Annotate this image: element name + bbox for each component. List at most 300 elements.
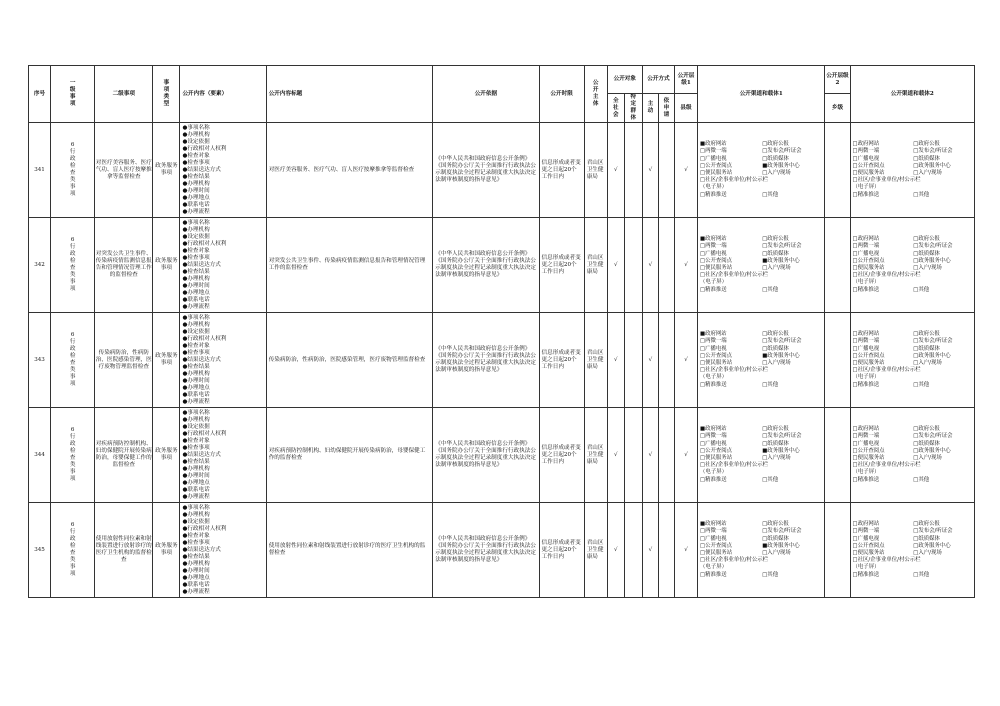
content-item: ●办理时间 xyxy=(182,282,210,289)
row-channel1 xyxy=(698,408,825,503)
header-type: 事项类型 xyxy=(153,66,180,123)
channel1-option: ■政务服务中心 xyxy=(762,257,800,264)
channel1-option: □政府公报 xyxy=(762,426,789,433)
content-item: ●办理机构 xyxy=(182,226,210,233)
content-item: ●行政相对人权利 xyxy=(182,240,227,247)
row-method-request xyxy=(658,123,674,218)
row-channel2 xyxy=(850,408,975,503)
row-target-all: √ xyxy=(607,408,624,503)
row-method-active: √ xyxy=(642,123,658,218)
channel2-option: □政府网站 xyxy=(852,141,880,148)
channel1-option: □政府公报 xyxy=(762,141,789,148)
channel1-option: □广播电视 xyxy=(700,250,727,257)
channel1-option: ■政府网站 xyxy=(700,236,727,243)
channel2-option: □两微一端 xyxy=(852,243,880,250)
content-item: ●办理时间 xyxy=(182,472,210,479)
channel2-option: □社区/企事业单位/村公示栏 xyxy=(852,557,921,564)
channel1-option: □入户/现场 xyxy=(762,455,791,461)
row-method-active: √ xyxy=(642,503,658,598)
row-type: 政务服务事项 xyxy=(153,313,180,408)
row-level2: 传染病防治，性病防治，医院感染管理，医疗废物管理监督检查 xyxy=(95,313,153,408)
channel1-option: □政府公报 xyxy=(762,331,789,338)
channel1-option: □其他 xyxy=(762,191,779,198)
channel1-option: □发布会/听证会 xyxy=(762,338,802,345)
channel1-option: □两微一端 xyxy=(700,338,727,345)
header-seq: 序号 xyxy=(29,66,51,123)
channel2-option: □公开查阅点 xyxy=(852,447,885,454)
disclosure-table xyxy=(28,65,975,598)
channel1-option: ■政府网站 xyxy=(700,331,727,338)
row-channel1 xyxy=(698,503,825,598)
row-target-specific xyxy=(624,313,642,408)
channel1-option: ■政务服务中心 xyxy=(762,447,800,454)
row-channel2 xyxy=(850,313,975,408)
header-level-town: 乡级 xyxy=(825,94,850,123)
row-subject: 君山区卫生健康局 xyxy=(584,408,607,503)
channel1-option: □政府公报 xyxy=(762,521,789,528)
header-content-title: 公开内容标题 xyxy=(266,66,433,123)
channel1-option: □公开查阅点 xyxy=(700,447,733,454)
channel1-option: □便民服务站 xyxy=(700,360,733,366)
header-target-all: 全社会 xyxy=(607,94,624,123)
channel2-option: □入户/现场 xyxy=(913,550,942,556)
row-basis: 《中华人民共和国政府信息公开条例》《国务院办公厅关于全面推行行政执法公示制度执法全过程记录制度重大执法决定法制审核制度的指导意见》 xyxy=(433,408,539,503)
channel2-option: □发布会/听证会 xyxy=(913,528,953,535)
channel2-option: □纸质媒体 xyxy=(913,440,940,447)
channel2-option: □广播电视 xyxy=(852,535,880,542)
content-item: ●设定依据 xyxy=(182,328,210,335)
content-item: ●办理流程 xyxy=(182,303,210,310)
channel2-option: □发布会/听证会 xyxy=(913,243,953,250)
content-item: ●办理机构 xyxy=(182,560,210,567)
channel2-option: □精准推送 xyxy=(852,381,880,388)
table-row xyxy=(29,503,975,598)
row-method-request xyxy=(658,313,674,408)
channel2-option: （电子屏） xyxy=(852,184,880,191)
row-time: 信息形成或者变更之日起20个工作日内 xyxy=(539,503,584,598)
header-level-a: 公开层级1 xyxy=(674,66,697,94)
row-type: 政务服务事项 xyxy=(153,123,180,218)
channel2-option: □公开查阅点 xyxy=(852,352,885,359)
channel1-option: □社区/企事业单位/村公示栏 xyxy=(700,462,769,469)
channel2-option: □入户/现场 xyxy=(913,265,942,271)
content-item: ●办理流程 xyxy=(182,398,210,405)
row-basis: 《中华人民共和国政府信息公开条例》《国务院办公厅关于全面推行行政执法公示制度执法全过程记录制度重大执法决定法制审核制度的指导意见》 xyxy=(433,503,539,598)
row-level-town xyxy=(825,408,850,503)
channel1-option: ■政务服务中心 xyxy=(762,542,800,549)
content-item: ●行政相对人权利 xyxy=(182,525,227,532)
row-channel1 xyxy=(698,313,825,408)
channel1-option: □纸质媒体 xyxy=(762,155,789,162)
content-item: ●检查结果 xyxy=(182,458,210,465)
row-channel2 xyxy=(850,503,975,598)
channel1-option: □便民服务站 xyxy=(700,170,733,176)
content-item: ●办理地点 xyxy=(182,194,210,201)
channel1-option: ■政府网站 xyxy=(700,141,727,148)
row-level2: 对突发公共卫生事件、传染病疫情监测信息报告和管理情况管理工作的监督检查 xyxy=(95,218,153,313)
channel1-option: □两微一端 xyxy=(700,433,727,440)
row-type: 政务服务事项 xyxy=(153,408,180,503)
channel2-option: □政府网站 xyxy=(852,331,880,338)
header-basis: 公开依据 xyxy=(433,66,539,123)
channel2-option: □广播电视 xyxy=(852,345,880,352)
table-row xyxy=(29,313,975,408)
content-item: ●事项名称 xyxy=(182,124,210,131)
content-item: ●结果送达方式 xyxy=(182,261,221,268)
channel1-option: □公开查阅点 xyxy=(700,162,733,169)
row-level2: 使用放射性同位素和射线装置进行放射诊疗的医疗卫生机构的监督检查 xyxy=(95,503,153,598)
content-item: ●设定依据 xyxy=(182,423,210,430)
channel2-option: □入户/现场 xyxy=(913,455,942,461)
channel1-option: （电子屏） xyxy=(700,564,727,571)
row-level-county: √ xyxy=(674,503,697,598)
row-level-county: √ xyxy=(674,123,697,218)
channel2-option: □两微一端 xyxy=(852,528,880,535)
channel2-option: （电子屏） xyxy=(852,564,880,571)
channel2-option: （电子屏） xyxy=(852,279,880,286)
content-item: ●检查对象 xyxy=(182,152,210,159)
channel1-option: （电子屏） xyxy=(700,184,727,191)
header-method-request: 依申请 xyxy=(658,94,674,123)
content-item: ●行政相对人权利 xyxy=(182,430,227,437)
channel2-option: □其他 xyxy=(913,381,930,388)
content-item: ●办理机构 xyxy=(182,321,210,328)
content-item: ●办理机构 xyxy=(182,275,210,282)
row-basis: 《中华人民共和国政府信息公开条例》《国务院办公厅关于全面推行行政执法公示制度执法全过程记录制度重大执法决定法制审核制度的指导意见》 xyxy=(433,123,539,218)
header-target: 公开对象 xyxy=(607,66,642,94)
channel2-option: （电子屏） xyxy=(852,469,880,476)
channel2-option: □社区/企事业单位/村公示栏 xyxy=(852,462,921,469)
channel2-option: □政府网站 xyxy=(852,236,880,243)
channel1-option: □广播电视 xyxy=(700,440,727,447)
channel1-option: □纸质媒体 xyxy=(762,250,789,257)
channel1-option: □发布会/听证会 xyxy=(762,433,802,440)
channel1-option: □精准推送 xyxy=(700,191,727,198)
channel2-option: □广播电视 xyxy=(852,440,880,447)
content-item: ●事项名称 xyxy=(182,409,210,416)
row-target-all: √ xyxy=(607,123,624,218)
channel2-option: □入户/现场 xyxy=(913,360,942,366)
content-item: ●行政相对人权利 xyxy=(182,145,227,152)
channel2-option: □其他 xyxy=(913,476,930,483)
channel2-option: □政务服务中心 xyxy=(913,542,951,549)
channel1-option: □发布会/听证会 xyxy=(762,528,802,535)
content-item: ●检查对象 xyxy=(182,247,210,254)
content-item: ●检查对象 xyxy=(182,437,210,444)
channel1-option: □入户/现场 xyxy=(762,265,791,271)
channel2-option: □政务服务中心 xyxy=(913,352,951,359)
content-item: ●结果送达方式 xyxy=(182,166,221,173)
content-item: ●结果送达方式 xyxy=(182,356,221,363)
channel1-option: □便民服务站 xyxy=(700,550,733,556)
row-target-specific xyxy=(624,123,642,218)
header-level2: 二级事项 xyxy=(95,66,153,123)
content-item: ●办理地点 xyxy=(182,574,210,581)
content-item: ●检查结果 xyxy=(182,268,210,275)
content-item: ●联系电话 xyxy=(182,581,210,588)
channel2-option: □公开查阅点 xyxy=(852,162,885,169)
channel2-option: □其他 xyxy=(913,286,930,293)
row-channel2 xyxy=(850,123,975,218)
channel1-option: □发布会/听证会 xyxy=(762,148,802,155)
content-item: ●办理机构 xyxy=(182,370,210,377)
row-method-request xyxy=(658,503,674,598)
channel2-option: □发布会/听证会 xyxy=(913,338,953,345)
row-method-request xyxy=(658,218,674,313)
content-item: ●结果送达方式 xyxy=(182,546,221,553)
row-content-title: 使用放射性同位素和射线装置进行放射诊疗的医疗卫生机构的监督检查 xyxy=(266,503,433,598)
content-item: ●办理地点 xyxy=(182,289,210,296)
row-level-town xyxy=(825,313,850,408)
channel2-option: □社区/企事业单位/村公示栏 xyxy=(852,367,921,374)
channel1-option: □入户/现场 xyxy=(762,550,791,556)
channel1-option: □其他 xyxy=(762,381,779,388)
channel1-option: □社区/企事业单位/村公示栏 xyxy=(700,557,769,564)
content-item: ●事项名称 xyxy=(182,219,210,226)
channel2-option: □精准推送 xyxy=(852,191,880,198)
content-item: ●设定依据 xyxy=(182,138,210,145)
row-target-specific xyxy=(624,218,642,313)
header-subject: 公开主体 xyxy=(584,66,607,123)
row-level2: 对疾病预防控制机构、妇幼保健院开展传染病防治，母婴保健工作的监督检查 xyxy=(95,408,153,503)
channel1-option: □广播电视 xyxy=(700,155,727,162)
channel2-option: □公开查阅点 xyxy=(852,257,885,264)
channel1-option: □两微一端 xyxy=(700,148,727,155)
channel1-option: □广播电视 xyxy=(700,345,727,352)
row-content-items xyxy=(180,408,266,503)
row-level-county: √ xyxy=(674,218,697,313)
channel2-option: □政府网站 xyxy=(852,426,880,433)
channel2-option: □便民服务站 xyxy=(852,550,885,556)
content-item: ●检查事项 xyxy=(182,539,210,546)
content-item: ●办理机构 xyxy=(182,180,210,187)
row-channel1 xyxy=(698,218,825,313)
channel2-option: □入户/现场 xyxy=(913,170,942,176)
channel2-option: □纸质媒体 xyxy=(913,250,940,257)
row-method-active: √ xyxy=(642,313,658,408)
row-level-county: √ xyxy=(674,408,697,503)
channel2-option: （电子屏） xyxy=(852,374,880,381)
row-level-town xyxy=(825,218,850,313)
channel2-option: □政府公报 xyxy=(913,236,940,243)
channel2-option: □公开查阅点 xyxy=(852,542,885,549)
channel2-option: □便民服务站 xyxy=(852,360,885,366)
table-row xyxy=(29,408,975,503)
row-target-all: √ xyxy=(607,313,624,408)
content-item: ●办理机构 xyxy=(182,465,210,472)
channel2-option: □政府网站 xyxy=(852,521,880,528)
row-time: 信息形成或者变更之日起20个工作日内 xyxy=(539,313,584,408)
row-content-items xyxy=(180,503,266,598)
channel2-option: □政府公报 xyxy=(913,426,940,433)
content-item: ●办理时间 xyxy=(182,377,210,384)
channel1-option: （电子屏） xyxy=(700,374,727,381)
content-item: ●检查结果 xyxy=(182,363,210,370)
channel2-option: □发布会/听证会 xyxy=(913,433,953,440)
row-level-town xyxy=(825,123,850,218)
channel2-option: □政务服务中心 xyxy=(913,257,951,264)
content-item: ●检查结果 xyxy=(182,553,210,560)
content-item: ●行政相对人权利 xyxy=(182,335,227,342)
content-item: ●联系电话 xyxy=(182,296,210,303)
content-item: ●联系电话 xyxy=(182,486,210,493)
row-basis: 《中华人民共和国政府信息公开条例》《国务院办公厅关于全面推行行政执法公示制度执法全过程记录制度重大执法决定法制审核制度的指导意见》 xyxy=(433,313,539,408)
row-subject: 君山区卫生健康局 xyxy=(584,123,607,218)
channel1-option: □公开查阅点 xyxy=(700,257,733,264)
channel1-option: □发布会/听证会 xyxy=(762,243,802,250)
content-item: ●检查事项 xyxy=(182,349,210,356)
row-subject: 君山区卫生健康局 xyxy=(584,313,607,408)
content-item: ●办理机构 xyxy=(182,131,210,138)
row-level1: 6行政检查类事项 xyxy=(51,123,95,218)
channel2-option: □两微一端 xyxy=(852,433,880,440)
channel1-option: □精准推送 xyxy=(700,286,727,293)
channel1-option: ■政府网站 xyxy=(700,521,727,528)
content-item: ●检查结果 xyxy=(182,173,210,180)
header-method-active: 主动 xyxy=(642,94,658,123)
row-type: 政务服务事项 xyxy=(153,218,180,313)
row-content-title: 传染病防治，性病防治，医院感染管理，医疗废物管理监督检查 xyxy=(266,313,433,408)
content-item: ●办理流程 xyxy=(182,208,210,215)
row-content-title: 对疾病预防控制机构、妇幼保健院开展传染病防治，母婴保健工作的监督检查 xyxy=(266,408,433,503)
row-level1: 6行政检查类事项 xyxy=(51,408,95,503)
channel2-option: □纸质媒体 xyxy=(913,345,940,352)
channel1-option: （电子屏） xyxy=(700,469,727,476)
channel1-option: □公开查阅点 xyxy=(700,542,733,549)
channel2-option: □政府公报 xyxy=(913,141,940,148)
row-subject: 君山区卫生健康局 xyxy=(584,503,607,598)
channel1-option: □其他 xyxy=(762,571,779,578)
channel1-option: □入户/现场 xyxy=(762,170,791,176)
channel2-option: □政府公报 xyxy=(913,331,940,338)
row-channel2 xyxy=(850,218,975,313)
header-target-specific: 特定群体 xyxy=(624,94,642,123)
header-level-b: 公开层级2 xyxy=(825,66,850,94)
row-method-active: √ xyxy=(642,408,658,503)
channel2-option: □精准推送 xyxy=(852,286,880,293)
channel2-option: □政务服务中心 xyxy=(913,447,951,454)
content-item: ●结果送达方式 xyxy=(182,451,221,458)
row-target-all: √ xyxy=(607,503,624,598)
header-method: 公开方式 xyxy=(642,66,674,94)
row-level2: 对医疗美容服务、医疗气功、盲人医疗按摩推拿等监督检查 xyxy=(95,123,153,218)
channel2-option: □两微一端 xyxy=(852,148,880,155)
channel1-option: □其他 xyxy=(762,286,779,293)
row-seq: 345 xyxy=(29,503,51,598)
channel1-option: □入户/现场 xyxy=(762,360,791,366)
channel1-option: ■政务服务中心 xyxy=(762,162,800,169)
header-level-county: 县级 xyxy=(674,94,697,123)
channel2-option: □政府公报 xyxy=(913,521,940,528)
row-method-active: √ xyxy=(642,218,658,313)
channel1-option: □社区/企事业单位/村公示栏 xyxy=(700,177,769,184)
row-time: 信息形成或者变更之日起20个工作日内 xyxy=(539,218,584,313)
channel2-option: □其他 xyxy=(913,191,930,198)
content-item: ●设定依据 xyxy=(182,233,210,240)
row-seq: 344 xyxy=(29,408,51,503)
header-channel2: 公开渠道和载体2 xyxy=(850,66,975,123)
content-item: ●检查事项 xyxy=(182,254,210,261)
channel2-option: □便民服务站 xyxy=(852,455,885,461)
content-item: ●办理时间 xyxy=(182,567,210,574)
row-method-request xyxy=(658,408,674,503)
channel1-option: □便民服务站 xyxy=(700,265,733,271)
channel2-option: □社区/企事业单位/村公示栏 xyxy=(852,177,921,184)
row-level1: 6行政检查类事项 xyxy=(51,503,95,598)
channel2-option: □便民服务站 xyxy=(852,265,885,271)
content-item: ●检查事项 xyxy=(182,444,210,451)
channel1-option: □便民服务站 xyxy=(700,455,733,461)
row-level1: 6行政检查类事项 xyxy=(51,218,95,313)
content-item: ●办理机构 xyxy=(182,416,210,423)
channel1-option: □其他 xyxy=(762,476,779,483)
channel1-option: □纸质媒体 xyxy=(762,535,789,542)
channel1-option: □社区/企事业单位/村公示栏 xyxy=(700,272,769,279)
channel1-option: □精准推送 xyxy=(700,381,727,388)
channel1-option: □精准推送 xyxy=(700,571,727,578)
row-content-title: 对医疗美容服务、医疗气功、盲人医疗按摩推拿等监督检查 xyxy=(266,123,433,218)
channel2-option: □广播电视 xyxy=(852,155,880,162)
channel2-option: □社区/企事业单位/村公示栏 xyxy=(852,272,921,279)
channel1-option: □纸质媒体 xyxy=(762,345,789,352)
content-item: ●办理机构 xyxy=(182,511,210,518)
content-item: ●办理地点 xyxy=(182,384,210,391)
content-item: ●联系电话 xyxy=(182,391,210,398)
content-item: ●检查事项 xyxy=(182,159,210,166)
channel1-option: （电子屏） xyxy=(700,279,727,286)
row-channel1 xyxy=(698,123,825,218)
content-item: ●设定依据 xyxy=(182,518,210,525)
row-content-items xyxy=(180,218,266,313)
row-seq: 343 xyxy=(29,313,51,408)
channel2-option: □广播电视 xyxy=(852,250,880,257)
content-item: ●事项名称 xyxy=(182,314,210,321)
header-content: 公开内容（要素） xyxy=(180,66,266,123)
row-content-items xyxy=(180,123,266,218)
row-level-town xyxy=(825,503,850,598)
channel1-option: □广播电视 xyxy=(700,535,727,542)
channel1-option: □公开查阅点 xyxy=(700,352,733,359)
channel1-option: □两微一端 xyxy=(700,243,727,250)
channel2-option: □纸质媒体 xyxy=(913,155,940,162)
row-content-title: 对突发公共卫生事件、传染病疫情监测信息报告和管理情况管理工作的监督检查 xyxy=(266,218,433,313)
row-time: 信息形成或者变更之日起20个工作日内 xyxy=(539,123,584,218)
channel2-option: □发布会/听证会 xyxy=(913,148,953,155)
content-item: ●检查对象 xyxy=(182,532,210,539)
row-basis: 《中华人民共和国政府信息公开条例》《国务院办公厅关于全面推行行政执法公示制度执法全过程记录制度重大执法决定法制审核制度的指导意见》 xyxy=(433,218,539,313)
header-time: 公开时限 xyxy=(539,66,584,123)
row-content-items xyxy=(180,313,266,408)
channel2-option: □两微一端 xyxy=(852,338,880,345)
header-channel1: 公开渠道和载体1 xyxy=(698,66,825,123)
row-seq: 342 xyxy=(29,218,51,313)
channel1-option: □两微一端 xyxy=(700,528,727,535)
content-item: ●检查对象 xyxy=(182,342,210,349)
header-level1: 一级事项 xyxy=(51,66,95,123)
channel1-option: □纸质媒体 xyxy=(762,440,789,447)
channel2-option: □纸质媒体 xyxy=(913,535,940,542)
channel2-option: □精准推送 xyxy=(852,571,880,578)
content-item: ●办理流程 xyxy=(182,588,210,595)
row-seq: 341 xyxy=(29,123,51,218)
channel1-option: □社区/企事业单位/村公示栏 xyxy=(700,367,769,374)
content-item: ●事项名称 xyxy=(182,504,210,511)
content-item: ●办理时间 xyxy=(182,187,210,194)
table-row xyxy=(29,123,975,218)
table-row xyxy=(29,218,975,313)
row-target-specific xyxy=(624,408,642,503)
channel1-option: ■政府网站 xyxy=(700,426,727,433)
